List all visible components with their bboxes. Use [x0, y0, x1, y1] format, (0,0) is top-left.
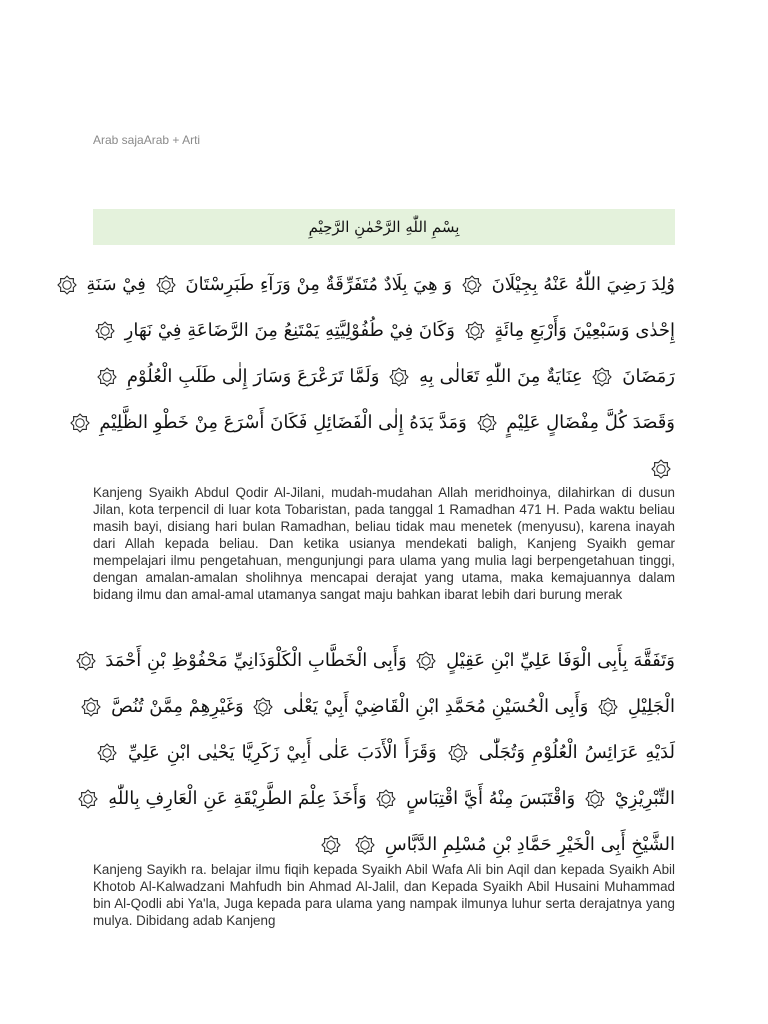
arabic-segment: وَقَصَدَ كُلَّ مِفْضَالٍ عَلِيْمٍ: [506, 412, 675, 433]
arabic-line: [93, 776, 675, 822]
ayah-separator-icon: [95, 321, 115, 341]
arabic-line: [93, 684, 675, 730]
ayah-separator-icon: [376, 789, 396, 809]
ayah-separator-icon: [78, 789, 98, 809]
arabic-segment: وَأَخَذَ عِلْمَ الطَّرِيْقَةِ عَنِ الْعَارِفِ بِاللّٰهِ: [108, 788, 367, 809]
ayah-separator-icon: [57, 275, 77, 295]
translation-passage-1: Kanjeng Syaikh Abdul Qodir Al-Jilani, mudah-mudahan Allah meridhoinya, dilahirkan di dusun Jilan, kota terpencil di luar kota Tobaristan, pada tanggal 1 Ramadhan 471 H. Pada waktu beliau masih bayi, disiang hari bulan Ramadhan, beliau tidak mau menetek (menyusu), karena inayah dari Allah kepada beliau. Dan ketika usianya mendekati baligh, Kanjeng Syaikh gemar mempelajari ilmu pengetahuan, mengunjungi para ulama yang mulia lagi berpengetahuan tinggi, dengan amalan-amalan sholihnya mencapai derajat yang utama, maka kemajuannya dalam bidang ilmu dan amal-amal utamanya sangat maju bahkan ibarat lebih dari burung merak: [93, 485, 675, 602]
ayah-separator-icon: [321, 835, 341, 855]
arabic-segment: وُلِدَ رَضِيَ اللّٰهُ عَنْهُ بِجِيْلَانَ: [491, 274, 675, 295]
ayah-separator-icon: [70, 413, 90, 433]
arabic-segment: الْجَلِيْلِ: [627, 696, 675, 717]
arabic-segment: التِّبْرِيْزِيْ: [614, 788, 675, 809]
basmalah-text: بِسْمِ اللّٰهِ الرَّحْمٰنِ الرَّحِيْمِ: [308, 218, 460, 236]
arabic-segment: وَأَبِى الْحُسَيْنِ مُحَمَّدِ ابْنِ الْقَاضِيْ أَبِيْ يَعْلٰى: [283, 696, 589, 717]
ayah-separator-icon: [389, 367, 409, 387]
arabic-line: [93, 638, 675, 684]
arabic-segment: وَ هِيَ بِلَادٌ مُتَفَرِّقَةٌ مِنْ وَرَآءِ طَبَرِسْتَانَ: [185, 274, 453, 295]
ayah-separator-icon: [253, 697, 273, 717]
arabic-segment: إِحْدٰى وَسَبْعِيْنَ وَأَرْبَعِ مِائَةٍ: [494, 320, 675, 341]
arabic-passage-1: [86, 262, 675, 492]
arabic-segment: لَدَيْهِ عَرَائِسُ الْعُلُوْمِ وَتُجَلّٰى: [478, 742, 675, 763]
ayah-separator-icon: [477, 413, 497, 433]
ayah-separator-icon: [416, 651, 436, 671]
arabic-segment: عِنَايَةٌ مِنَ اللّٰهِ تَعَالٰى بِهِ: [419, 366, 583, 387]
ayah-separator-icon: [598, 697, 618, 717]
arabic-line: [93, 308, 675, 354]
ayah-separator-icon: [585, 789, 605, 809]
arabic-segment: وَمَدَّ يَدَهُ إِلٰى الْفَضَائِلِ فَكَانَ أَسْرَعَ مِنْ خَطْوِ الظَّلِيْمِ: [99, 412, 467, 433]
arabic-segment: وَاقْتَبَسَ مِنْهُ أَيَّ اقْتِبَاسٍ: [406, 788, 576, 809]
arabic-segment: فِيْ سَنَةِ: [86, 274, 146, 295]
ayah-separator-icon: [448, 743, 468, 763]
arabic-segment: وَتَفَقَّهَ بِأَبِى الْوَفَا عَلِيِّ ابْنِ عَقِيْلٍ: [446, 650, 675, 671]
ayah-separator-icon: [156, 275, 176, 295]
arabic-line: [86, 262, 675, 308]
arabic-segment: رَمَضَانَ: [622, 366, 675, 387]
ayah-separator-icon: [97, 743, 117, 763]
ayah-separator-icon: [592, 367, 612, 387]
ayah-separator-icon: [355, 835, 375, 855]
tab-arab-arti[interactable]: Arab + Arti: [143, 133, 201, 147]
arabic-passage-2: [93, 638, 675, 868]
arabic-segment: وَلَمَّا تَرَعْرَعَ وَسَارَ إِلٰى طَلَبِ الْعُلُوْمِ: [126, 366, 380, 387]
ayah-separator-icon: [465, 321, 485, 341]
arabic-segment: وَكَانَ فِيْ طُفُوْلِيَّتِهِ يَمْتَنِعُ مِنَ الرَّضَاعَةِ فِيْ نَهَارِ: [124, 320, 455, 341]
arabic-segment: وَقَرَأَ الْأَدَبَ عَلٰى أَبِيْ زَكَرِيَّا يَحْيٰى ابْنِ عَلِيِّ: [128, 742, 437, 763]
ayah-separator-icon: [76, 651, 96, 671]
arabic-line: [93, 730, 675, 776]
arabic-segment: الشَّيْخِ أَبِى الْخَيْرِ حَمَّادِ بْنِ مُسْلِمِ الدَّبَّاسِ: [384, 834, 675, 855]
basmalah-banner: [93, 209, 675, 245]
arabic-line: [93, 354, 675, 400]
arabic-segment: وَأَبِى الْخَطَّابِ الْكَلْوَذَانِيِّ مَحْفُوْظِ بْنِ أَحْمَدَ: [105, 650, 407, 671]
ayah-separator-icon: [651, 459, 671, 479]
view-mode-tabs: [93, 133, 200, 147]
arabic-line: [93, 400, 675, 446]
tab-arab-saja[interactable]: Arab saja: [93, 133, 144, 147]
translation-passage-2: Kanjeng Sayikh ra. belajar ilmu fiqih kepada Syaikh Abil Wafa Ali bin Aqil dan kepada Syaikh Abil Khotob Al-Kalwadzani Mahfudh bin Ahmad Al-Jalil, dan Kepada Syaikh Abil Husaini Muhammad bin Al-Qodli abi Ya'la, Juga kepada para ulama yang nampak ilmunya luhur serta derajatnya yang mulya. Dibidang adab Kanjeng: [93, 862, 675, 928]
arabic-segment: وَغَيْرِهِمْ مِمَّنْ تُنُصَّ: [111, 696, 244, 717]
ayah-separator-icon: [97, 367, 117, 387]
ayah-separator-icon: [81, 697, 101, 717]
ayah-separator-icon: [462, 275, 482, 295]
